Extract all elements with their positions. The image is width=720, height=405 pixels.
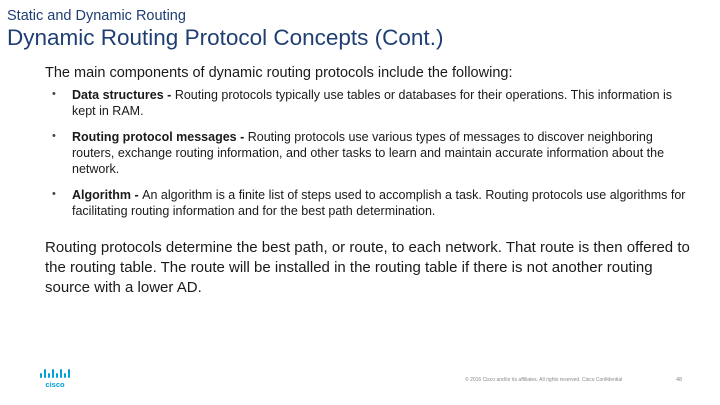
page-number: 48 xyxy=(676,377,683,383)
bullet-description: An algorithm is a finite list of steps used to accomplish a task. Routing protocols use algorithms for facilitating routing information and for the best path determination. xyxy=(72,188,686,218)
bullet-description: Routing protocols typically use tables or databases for their operations. This information is kept in RAM. xyxy=(72,88,673,118)
page-title: Dynamic Routing Protocol Concepts (Cont.) xyxy=(7,25,444,50)
bullet-term: Algorithm - xyxy=(72,188,143,202)
bullet-icon: • xyxy=(52,88,56,100)
bullet-item-algorithm xyxy=(52,187,692,219)
bullet-item-data-structures xyxy=(52,87,692,119)
cisco-logo-bars xyxy=(40,369,70,378)
summary-paragraph: Routing protocols determine the best path, or route, to each network. That route is then offered to the routing table. The route will be installed in the routing table if there is not another routing source with a lower AD. xyxy=(45,239,690,296)
bullet-text xyxy=(72,187,692,219)
copyright-footer: © 2016 Cisco and/or its affiliates. All rights reserved. Cisco Confidential xyxy=(465,377,623,383)
bullet-item-routing-protocol-messages xyxy=(52,129,692,177)
bullet-list xyxy=(52,87,692,229)
cisco-logo-text: cisco xyxy=(45,380,65,389)
bullet-icon: • xyxy=(52,130,56,142)
bullet-description: Routing protocols use various types of messages to discover neighboring routers, exchange routing information, and other tasks to learn and maintain accurate information about the network. xyxy=(72,130,665,176)
bullet-text xyxy=(72,129,692,177)
bullet-icon: • xyxy=(52,188,56,200)
section-title: Static and Dynamic Routing xyxy=(7,8,186,24)
cisco-logo-icon xyxy=(38,365,72,389)
bullet-term: Data structures - xyxy=(72,88,175,102)
bullet-text xyxy=(72,87,692,119)
intro-text: The main components of dynamic routing protocols include the following: xyxy=(45,65,513,81)
bullet-term: Routing protocol messages - xyxy=(72,130,248,144)
